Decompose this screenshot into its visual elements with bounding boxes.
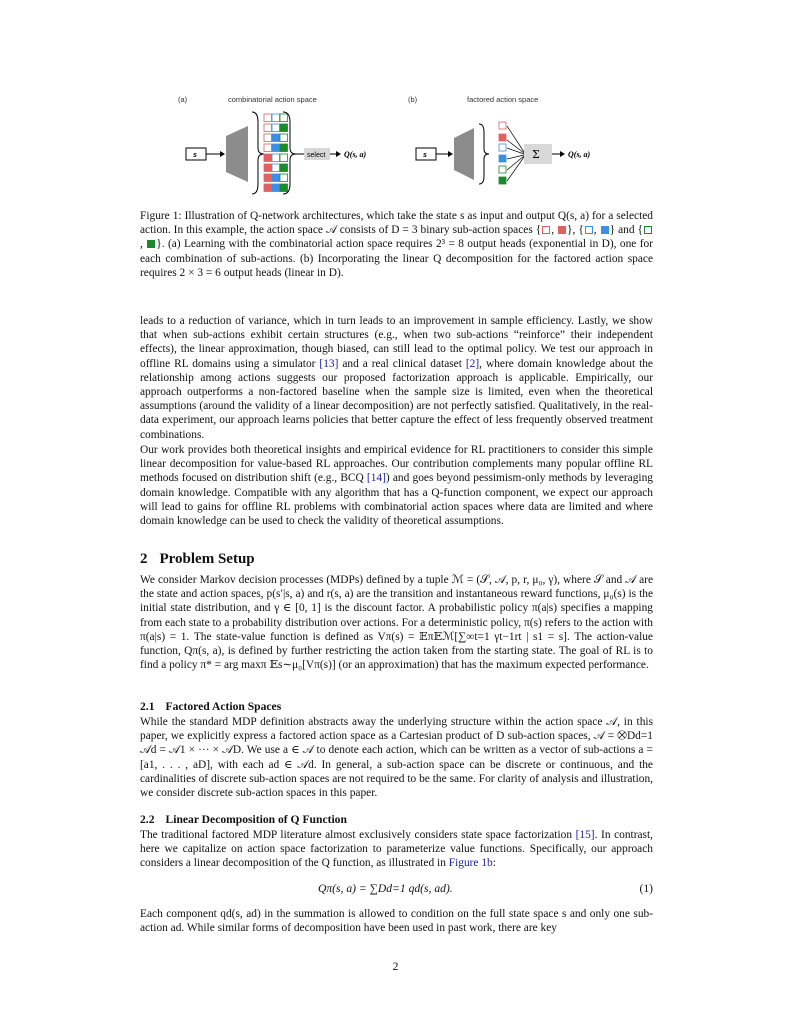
caption-label: Figure 1: bbox=[140, 210, 182, 222]
caption-sets: { , }, { , } and {, }. bbox=[140, 224, 653, 250]
q-output-label-b: Q(s, a) bbox=[568, 150, 591, 159]
paragraph-contribution: Our work provides both theoretical insights and empirical evidence for RL practitioners to consider this simple linear decomposition for value-based RL approaches. Our contribution complements many popular offline RL methods focused on distribution shift (e.g., BCQ [14]) and goes beyond pessimism-only methods by leveraging domain knowledge. Compatible with any algorithm that has a Q-function component, we expect our approach will lead to gains for offline RL problems with combinatorial action spaces where data are limited and where domain knowledge can be used to check the validity of theoretical assumptions. bbox=[140, 444, 653, 528]
network-trapezoid-b bbox=[454, 128, 474, 180]
combo-head-cell bbox=[280, 164, 288, 172]
combo-head-cell bbox=[264, 174, 272, 182]
page-number: 2 bbox=[392, 960, 399, 973]
section-2-title: 2 Problem Setup bbox=[140, 551, 255, 567]
network-trapezoid-a bbox=[226, 126, 248, 182]
combo-head-cell bbox=[280, 134, 288, 142]
combo-head-cell bbox=[272, 124, 280, 132]
figure-1 bbox=[140, 92, 655, 204]
combinatorial-output-heads bbox=[264, 114, 288, 192]
paragraph-factored-actions: While the standard MDP definition abstracts away the underlying structure within the action space 𝒜, in this paper, we explicitly express a factored action space as a Cartesian product of D sub-action spaces, 𝒜 = ⨂Dd=1 𝒜d = 𝒜1 × ··· × 𝒜D. We use a ∈ 𝒜 to denote each action, which can be written as a vector of sub-actions a = [a1, . . . , aD], with each ad ∈ 𝒜d. In general, a sub-action space can be discrete or continuous, and the cardinalities of discrete sub-action spaces are not required to be the same. For clarity of analysis and illustration, we consider discrete sub-action spaces in this paper. bbox=[140, 716, 653, 800]
combo-head-cell bbox=[272, 134, 280, 142]
combo-head-cell bbox=[280, 124, 288, 132]
paragraph-components: Each component qd(s, ad) in the summation is allowed to condition on the full state space s and only one sub-action ad. While similar forms of decomposition have been used in past work, there are key bbox=[140, 908, 653, 935]
sum-icon: Σ bbox=[532, 148, 540, 161]
combo-head-cell bbox=[272, 164, 280, 172]
combo-head-cell bbox=[280, 114, 288, 122]
paragraph-problem-setup: We consider Markov decision processes (MDPs) defined by a tuple ℳ = (𝒮, 𝒜, p, r, μ₀, γ), where 𝒮 and 𝒜 are the state and action spaces, p(s′|s, a) and r(s, a) are the transition and instantaneous reward functions, μ₀(s) is the initial state distribution, and γ ∈ [0, 1] is the discount factor. A probabilistic policy π(a|s) specifies a mapping from each state to a probability distribution over actions. For a deterministic policy, π(s) refers to the action with π(a|s) = 1. The state-value function is defined as Vπ(s) = 𝔼π𝔼ℳ[∑∞t=1 γt−1rt | s1 = s]. The action-value function, Qπ(s, a), is defined by further restricting the action taken from the starting state. The goal of RL is to find a policy π* = arg maxπ 𝔼s∼μ₀[Vπ(s)] (or an approximation) that has the maximum expected performance. bbox=[140, 574, 653, 672]
factored-head-cell bbox=[499, 144, 506, 151]
figure-1-diagram bbox=[140, 92, 655, 204]
figure-1b-link[interactable]: Figure 1b bbox=[448, 857, 493, 870]
panel-b-label: (b) bbox=[408, 95, 418, 104]
panel-a-title: combinatorial action space bbox=[228, 95, 317, 104]
arrowhead-a1 bbox=[220, 151, 225, 157]
q-output-label-a: Q(s, a) bbox=[344, 150, 367, 159]
arrowhead-b2 bbox=[560, 151, 565, 157]
combo-head-cell bbox=[264, 164, 272, 172]
factored-head-cell bbox=[499, 166, 506, 173]
cite-13[interactable]: [13] bbox=[319, 357, 339, 370]
combo-head-cell bbox=[264, 114, 272, 122]
figure-caption bbox=[140, 209, 653, 280]
combo-head-cell bbox=[264, 144, 272, 152]
select-label: select bbox=[307, 152, 326, 159]
combo-head-cell bbox=[272, 184, 280, 192]
panel-a-label: (a) bbox=[178, 95, 188, 104]
subsection-2-2-title: 2.2 Linear Decomposition of Q Function bbox=[140, 813, 347, 826]
factored-head-cell bbox=[499, 134, 506, 141]
fan-in-lines bbox=[507, 126, 524, 181]
combo-head-cell bbox=[280, 144, 288, 152]
state-input-label-b: s bbox=[423, 152, 427, 159]
panel-b-title: factored action space bbox=[467, 95, 539, 104]
combo-head-cell bbox=[264, 154, 272, 162]
arrowhead-b1 bbox=[448, 151, 453, 157]
brace-b bbox=[479, 124, 489, 184]
combo-head-cell bbox=[272, 174, 280, 182]
arrowhead-a2 bbox=[336, 151, 341, 157]
combo-head-cell bbox=[264, 134, 272, 142]
combo-head-cell bbox=[264, 124, 272, 132]
paragraph-intro-continued: leads to a reduction of variance, which in turn leads to an improvement in sample efficiency. Lastly, we show that when sub-actions exhibit certain structures (e.g., when two sub-actions “reinforce” their independent effects), the linear approximation, though biased, can still lead to the optimal policy. We test our approach in offline RL domains using a simulator [13] and a real clinical dataset [2], where domain knowledge about the relationship among actions suggests our proposed factorization approach is applicable. Empirically, our approach outperforms a non-factored baseline when the sample size is limited, even when the theoretical assumptions (around the validity of a linear decomposition) are not perfectly satisfied. Qualitatively, in the real-data experiment, our approach learns policies that better capture the effect of less frequently observed treatment combinations. bbox=[140, 315, 653, 441]
factored-head-cell bbox=[499, 122, 506, 129]
cite-14[interactable]: [14] bbox=[366, 472, 386, 485]
equation-1-number: (1) bbox=[639, 882, 653, 895]
combo-head-cell bbox=[280, 154, 288, 162]
cite-2[interactable]: [2] bbox=[465, 357, 480, 370]
equation-1-body: Qπ(s, a) = ∑Dd=1 qd(s, ad). bbox=[318, 882, 453, 895]
combo-head-cell bbox=[272, 114, 280, 122]
combo-head-cell bbox=[280, 184, 288, 192]
factored-head-cell bbox=[499, 155, 506, 162]
factored-head-cell bbox=[499, 177, 506, 184]
combo-head-cell bbox=[272, 144, 280, 152]
equation-1 bbox=[140, 882, 653, 902]
paragraph-linear-decomposition: The traditional factored MDP literature almost exclusively considers state space factorization [15]. In contrast, here we capitalize on action space factorization to parameterize value functions. Specifically, our approach considers a linear decomposition of the Q function, as illustrated in Figure 1b: bbox=[140, 829, 653, 870]
combo-head-cell bbox=[264, 184, 272, 192]
combo-head-cell bbox=[280, 174, 288, 182]
state-input-label-a: s bbox=[193, 152, 197, 159]
cite-15[interactable]: [15] bbox=[575, 829, 595, 841]
caption-text-2: (a) Learning with the combinatorial action space requires 2³ = 8 output heads (exponential in D), one for each combination of sub-actions. (b) Incorporating the linear Q decomposition for the factored action space requires 2 × 3 = 6 output heads (linear in D). bbox=[140, 238, 653, 279]
brace-a bbox=[252, 112, 264, 194]
combo-head-cell bbox=[272, 154, 280, 162]
caption-text-1: Illustration of Q-network architectures, which take the state s as input and output Q(s, a) for a selected action. In this example, the action space 𝒜 consists of D = 3 binary sub-action spaces bbox=[140, 210, 653, 237]
factored-output-heads bbox=[499, 122, 506, 184]
subsection-2-1-title: 2.1 Factored Action Spaces bbox=[140, 700, 282, 713]
